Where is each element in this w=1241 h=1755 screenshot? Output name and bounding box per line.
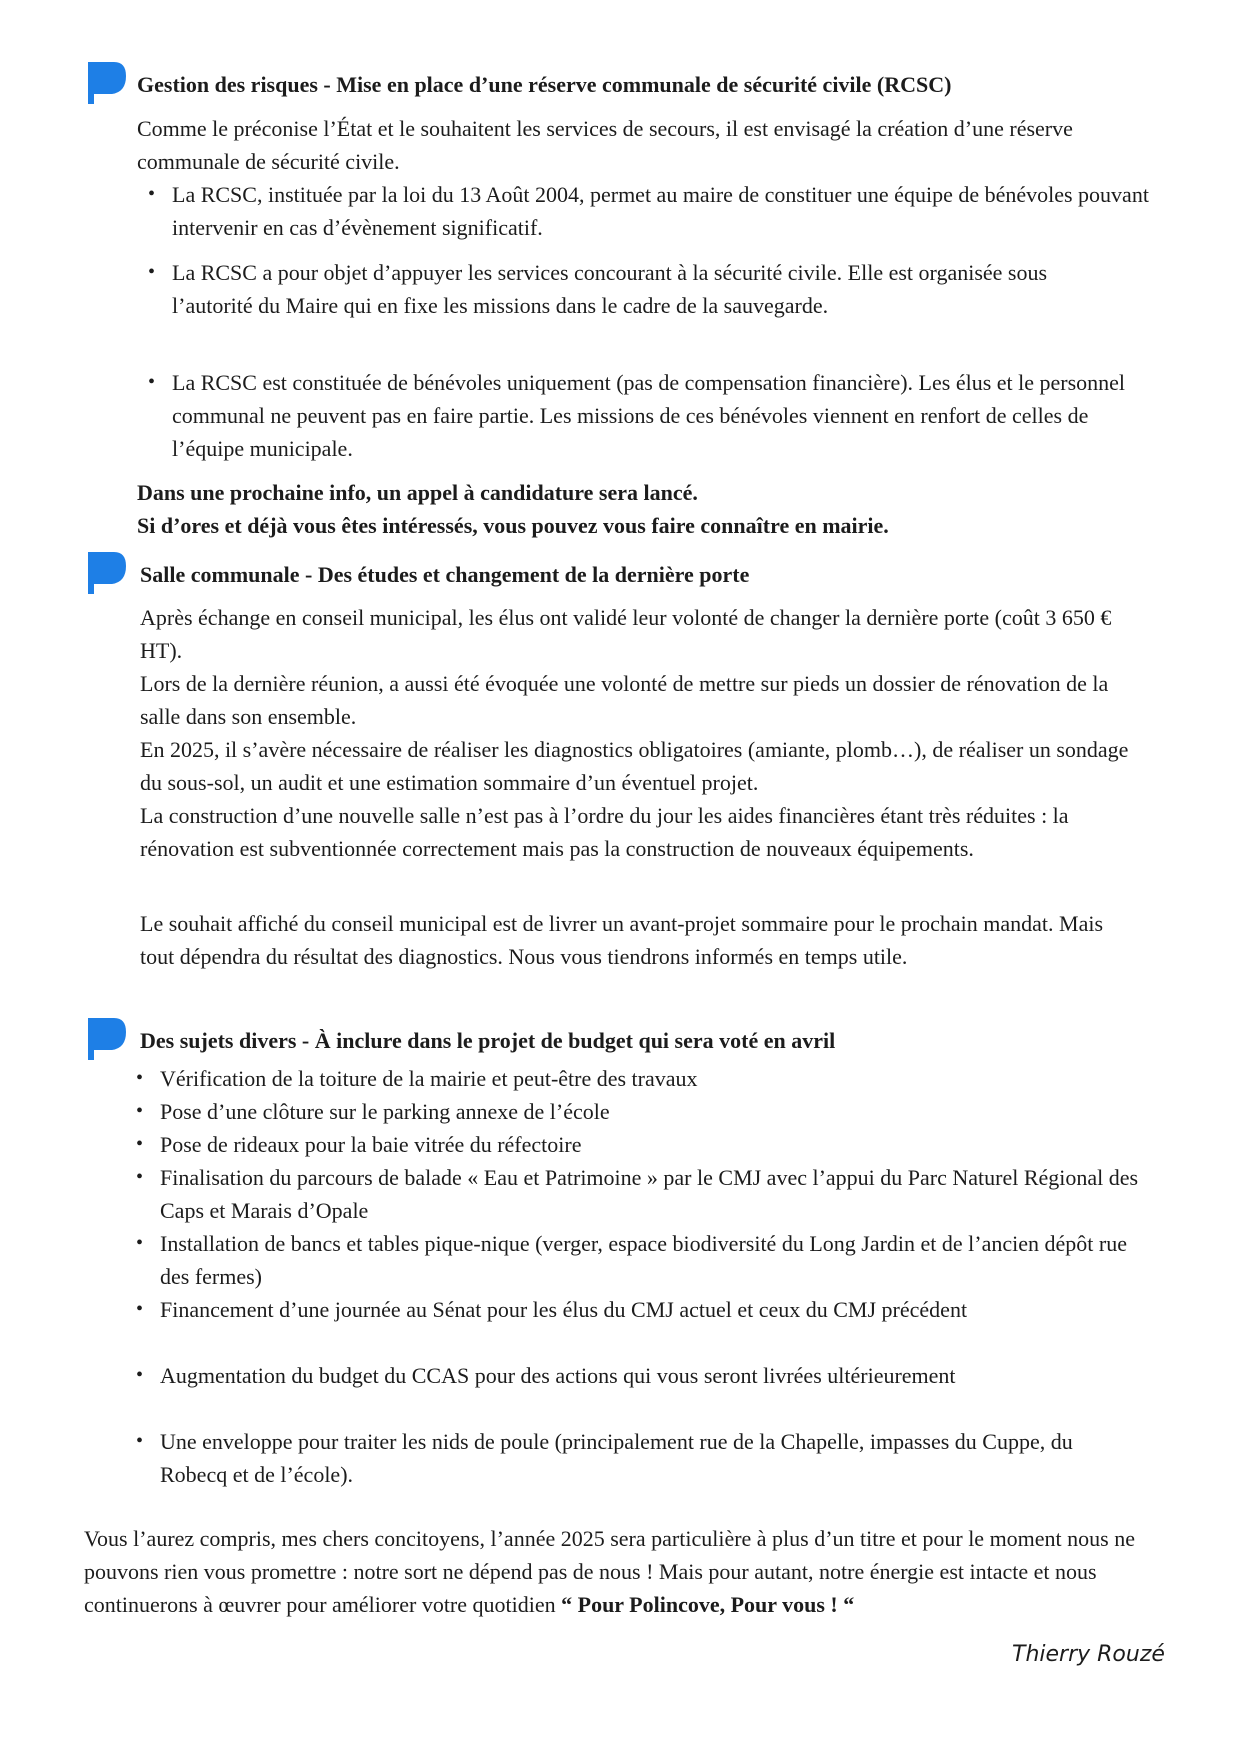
- list-item: La RCSC, instituée par la loi du 13 Août 2004, permet au maire de constituer une équipe de bénévoles pouvant intervenir en cas d’évènement significatif.: [172, 182, 1149, 240]
- bullet-dot: •: [148, 183, 156, 205]
- paragraph: Le souhait affiché du conseil municipal est de livrer un avant-projet sommaire pour le prochain mandat. Mais tout dépendra du résultat des diagnostics. Nous vous tiendrons informés en temps utile.: [140, 911, 1104, 969]
- list-item: Pose de rideaux pour la baie vitrée du réfectoire: [160, 1132, 582, 1157]
- bullet-dot: •: [136, 1166, 144, 1188]
- section-intro: Comme le préconise l’État et le souhaitent les services de secours, il est envisagé la création d’une réserve communale de sécurité civile.: [137, 116, 1073, 174]
- paragraph: Après échange en conseil municipal, les élus ont validé leur volonté de changer la dernière porte (coût 3 650 € HT).: [140, 605, 1112, 663]
- paragraph: Lors de la dernière réunion, a aussi été évoquée une volonté de mettre sur pieds un dossier de rénovation de la salle dans son ensemble.: [140, 671, 1109, 729]
- bullet-dot: •: [136, 1232, 144, 1254]
- section-heading-risques: Gestion des risques - Mise en place d’une réserve communale de sécurité civile (RCSC): [137, 72, 952, 97]
- bullet-dot: •: [136, 1298, 144, 1320]
- bullet-dot: •: [136, 1133, 144, 1155]
- paragraph: En 2025, il s’avère nécessaire de réaliser les diagnostics obligatoires (amiante, plomb…), de réaliser un sondage du sous-sol, un audit et une estimation sommaire d’un éventuel projet.: [140, 737, 1129, 795]
- list-item: La RCSC a pour objet d’appuyer les services concourant à la sécurité civile. Elle est organisée sous l’autorité du Maire qui en fixe les missions dans le cadre de la sauvegarde.: [172, 260, 1048, 318]
- conclusion-text: Vous l’aurez compris, mes chers concitoyens, l’année 2025 sera particulière à plus d’un titre et pour le moment nous ne pouvons rien vous promettre : notre sort ne dépend pas de nous ! Mais pour autant, notre énergie est intacte et nous continuerons à œuvrer pour améliorer votre quotidien: [84, 1526, 1135, 1617]
- list-item: La RCSC est constituée de bénévoles uniquement (pas de compensation financière). Les élus et le personnel communal ne peuvent pas en faire partie. Les missions de ces bénévoles viennent en renfort de celles de l’équipe municipale.: [172, 370, 1126, 461]
- section-heading-salle: Salle communale - Des études et changement de la dernière porte: [140, 562, 750, 587]
- list-item: Vérification de la toiture de la mairie et peut-être des travaux: [160, 1066, 698, 1091]
- list-item: Financement d’une journée au Sénat pour les élus du CMJ actuel et ceux du CMJ précédent: [160, 1297, 968, 1322]
- speech-flag-icon: [84, 1016, 128, 1062]
- signature: Thierry Rouzé: [1012, 1642, 1165, 1667]
- list-item: Augmentation du budget du CCAS pour des actions qui vous seront livrées ultérieurement: [160, 1363, 956, 1388]
- bullet-dot: •: [148, 371, 156, 393]
- closing-line: Dans une prochaine info, un appel à candidature sera lancé.: [137, 480, 698, 505]
- list-item: Installation de bancs et tables pique-nique (verger, espace biodiversité du Long Jardin et de l’ancien dépôt rue des fermes): [160, 1231, 1127, 1289]
- paragraph: La construction d’une nouvelle salle n’est pas à l’ordre du jour les aides financières étant très réduites : la rénovation est subventionnée correctement mais pas la construction de nouveaux équipements.: [140, 803, 1069, 861]
- bullet-dot: •: [136, 1364, 144, 1386]
- bullet-dot: •: [136, 1100, 144, 1122]
- conclusion-paragraph: [84, 1522, 1174, 1621]
- bullet-dot: •: [148, 261, 156, 283]
- list-item: Pose d’une clôture sur le parking annexe de l’école: [160, 1099, 610, 1124]
- bullet-dot: •: [136, 1067, 144, 1089]
- speech-flag-icon: [84, 60, 128, 106]
- list-item: Finalisation du parcours de balade « Eau et Patrimoine » par le CMJ avec l’appui du Parc Naturel Régional des Caps et Marais d’Opale: [160, 1165, 1139, 1223]
- list-item: Une enveloppe pour traiter les nids de poule (principalement rue de la Chapelle, impasses du Cuppe, du Robecq et de l’école).: [160, 1429, 1073, 1487]
- speech-flag-icon: [84, 550, 128, 596]
- slogan: “ Pour Polincove, Pour vous ! “: [561, 1592, 855, 1617]
- closing-line: Si d’ores et déjà vous êtes intéressés, vous pouvez vous faire connaître en mairie.: [137, 513, 889, 538]
- bullet-dot: •: [136, 1430, 144, 1452]
- section-heading-divers: Des sujets divers - À inclure dans le projet de budget qui sera voté en avril: [140, 1028, 836, 1053]
